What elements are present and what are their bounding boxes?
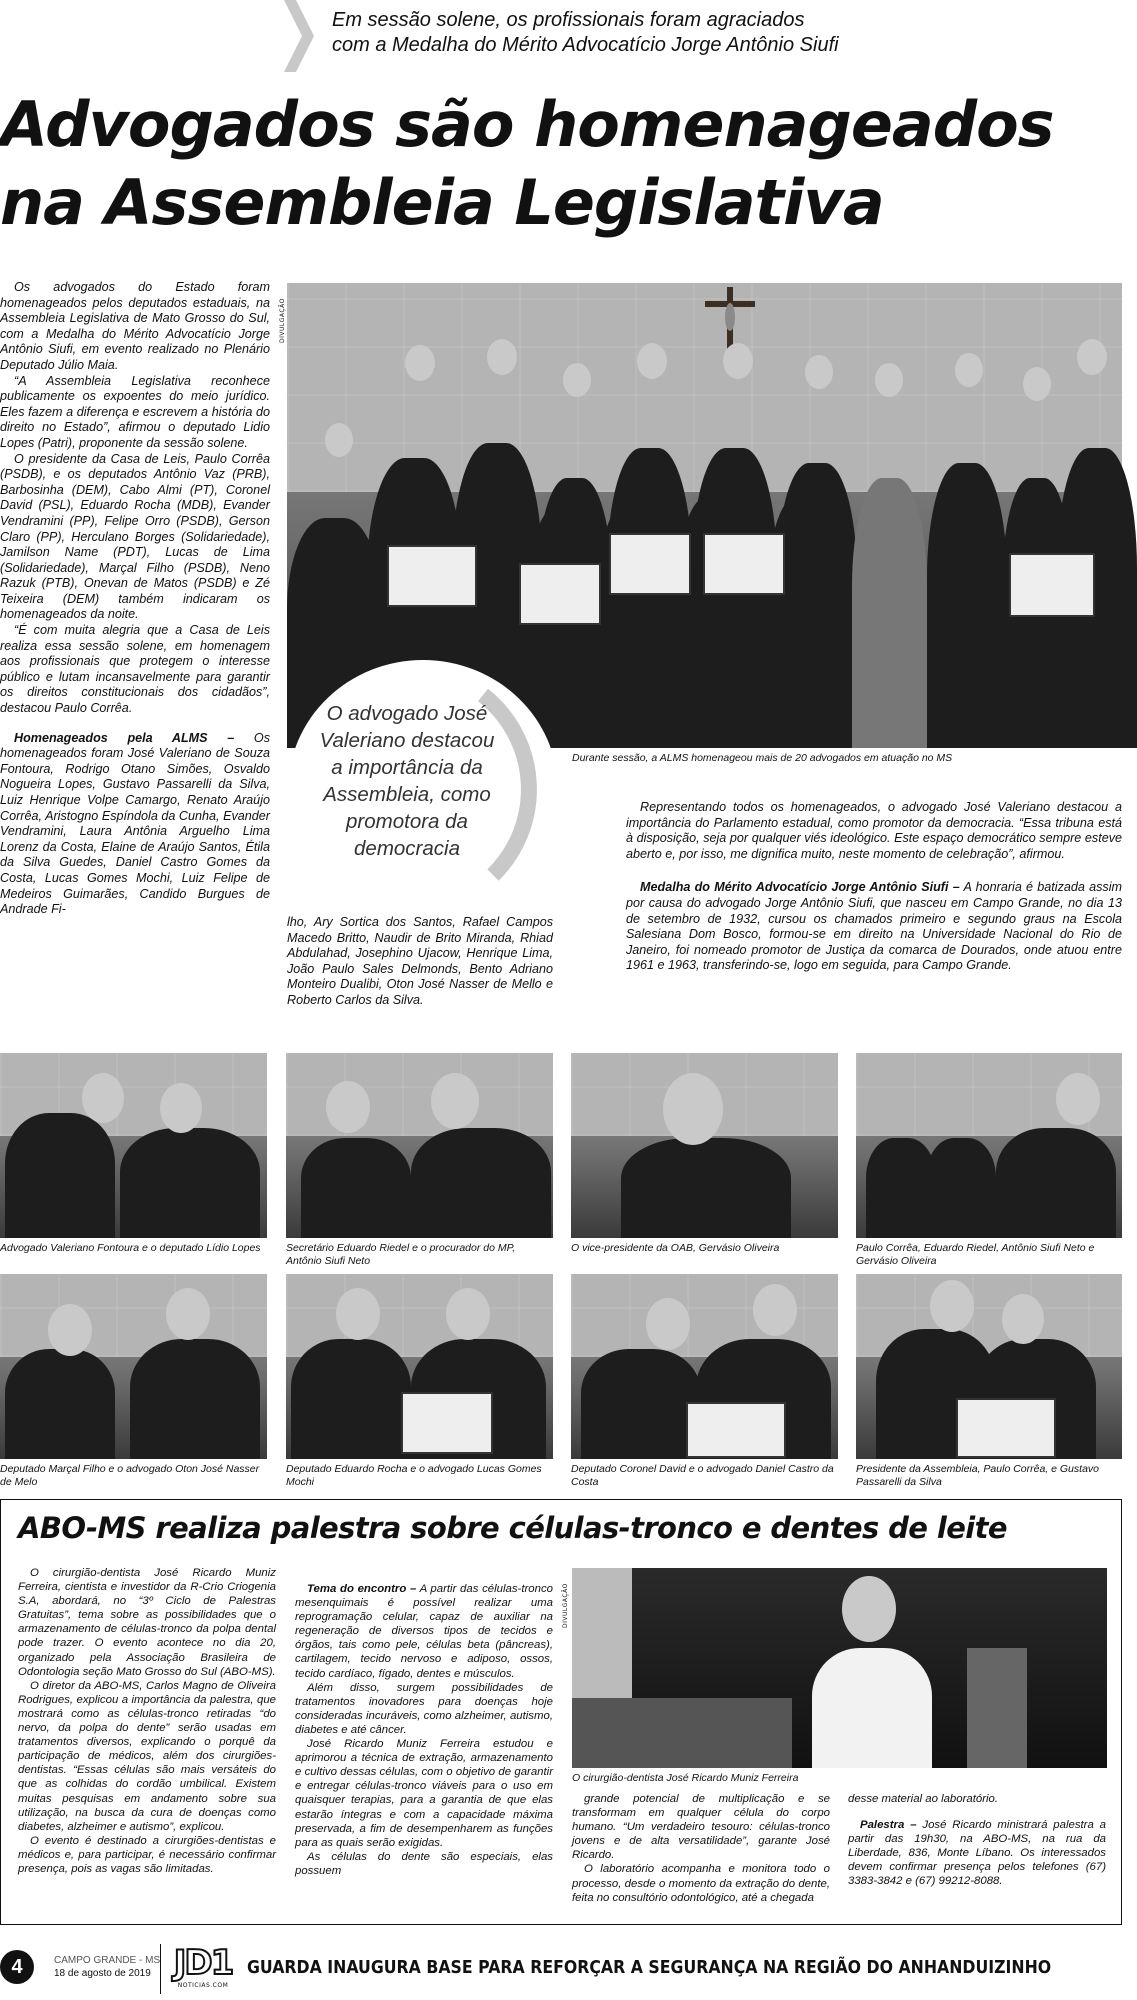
gallery-caption: Deputado Marçal Filho e o advogado Oton José Nasser de Melo <box>0 1463 260 1488</box>
box-column-2 <box>295 1582 553 1878</box>
subheading: Palestra – <box>860 1819 917 1832</box>
box-column-4 <box>848 1792 1106 1889</box>
paragraph: As células do dente são especiais, elas possuem <box>295 1850 553 1877</box>
paragraph <box>626 880 1122 974</box>
headline <box>0 86 1054 242</box>
gallery-caption: Advogado Valeriano Fontoura e o deputado Lídio Lopes <box>0 1242 261 1254</box>
gallery-caption: O vice-presidente da OAB, Gervásio Oliveira <box>571 1242 780 1254</box>
paragraph-text: Os homenageados foram José Valeriano de Souza Fontoura, Rodrigo Otano Simões, Osvaldo Nogueira Lopes, Gustavo Passarelli da Silva, Luiz Henrique Volpe Camargo, Renato Araújo Corrêa, Aristogno Espíndola da Cunha, Evander Vendramini, Laura Antônia Arguelho Lima Lorenz da Costa, Elaine de Araújo Santos, Étila da Silva Guedes, Daniel Castro Gomes da Costa, Lucas Gomes Mochi, Luiz Felipe de Medeiros Guimarães, Candido Burgues de Andrade Fi- <box>0 730 270 917</box>
subheading: Medalha do Mérito Advocatício Jorge Antônio Siufi – <box>640 880 960 895</box>
paragraph <box>295 1582 553 1681</box>
article-column-3 <box>626 800 1122 974</box>
chevron-icon <box>284 0 314 72</box>
certificate <box>387 545 477 607</box>
certificate <box>519 563 601 625</box>
gallery-caption: Deputado Eduardo Rocha e o advogado Lucas Gomes Mochi <box>286 1463 542 1488</box>
certificate <box>1009 553 1095 617</box>
paragraph <box>848 1818 1106 1888</box>
box-column-1 <box>18 1566 276 1876</box>
gallery-photo <box>571 1274 838 1459</box>
paragraph <box>0 731 270 918</box>
gallery-photo <box>0 1274 267 1459</box>
gallery-photo <box>856 1274 1122 1459</box>
page-number: 4 <box>11 1956 23 1978</box>
certificate <box>703 533 785 595</box>
gallery-photo <box>286 1053 553 1238</box>
article-column-2: lho, Ary Sortica dos Santos, Rafael Campos Macedo Britto, Naudir de Brito Miranda, Rhiad Abdulahad, Josephino Ujacow, Henrique Lima, João Paulo Sales Delmonds, Bento Adriano Monteiro Dualibi, Oton José Nasser de Mello e Roberto Carlos da Silva. <box>287 915 553 1007</box>
photo-credit: DIVULGAÇÃO <box>562 1583 569 1628</box>
box-headline: ABO-MS realiza palestra sobre células-tronco e dentes de leite <box>18 1511 1007 1545</box>
gallery-photo <box>571 1053 838 1238</box>
gallery-photo <box>856 1053 1122 1238</box>
paragraph: “A Assembleia Legislativa reconhece publicamente os expoentes do meio jurídico. Eles fazem a diferença e escrevem a história do direito no Estado”, afirmou o deputado Lidio Lopes (Patri), proponente da sessão solene. <box>0 373 270 450</box>
headline-line-1: Advogados são homenageados <box>0 88 1054 161</box>
box-photo <box>572 1568 1107 1768</box>
paragraph: Os advogados do Estado foram homenageados pelos deputados estaduais, na Assembleia Legislativa de Mato Grosso do Sul, com a Medalha do Mérito Advocatício Jorge Antônio Siufi, em evento realizado no Plenário Deputado Júlio Maia. <box>0 280 270 372</box>
certificate <box>609 533 691 595</box>
paragraph: desse material ao laboratório. <box>848 1793 999 1805</box>
gallery-caption: Deputado Coronel David e o advogado Daniel Castro da Costa <box>571 1463 834 1488</box>
paragraph-text: José Ricardo ministrará palestra a partir das 19h30, na ABO-MS, na rua da Liberdade, 836, Monte Líbano. Os interessados devem confirmar presença pelos telefones (67) 3383-3842 e (67) 99212-8088. <box>848 1819 1107 1888</box>
page-number-badge <box>0 1950 34 1984</box>
paragraph: Representando todos os homenageados, o advogado José Valeriano destacou a importância do Parlamento estadual, como promotor da democracia. “Essa tribuna está à disposição, seja por qualquer viés ideológico. Este espaço democrático sempre esteve aberto e, por isso, me dignifica muito, neste momento de celebração”, afirmou. <box>626 800 1122 861</box>
article-column-1 <box>0 280 270 917</box>
main-photo-caption: Durante sessão, a ALMS homenageou mais de 20 advogados em atuação no MS <box>572 752 953 764</box>
paragraph: O cirurgião-dentista José Ricardo Muniz Ferreira, cientista e investidor da R-Crio Criogenia S.A, abordará, no “3º Ciclo de Palestras Gratuitas”, tema sobre as possibilidades que o armazenamento de células-tronco da polpa dental pode trazer. O evento acontece no dia 20, organizado pela Associação Brasileira de Odontologia seção Mato Grosso do Sul (ABO-MS). <box>18 1567 276 1678</box>
gallery-caption: Presidente da Assembleia, Paulo Corrêa, e Gustavo Passarelli da Silva <box>856 1463 1099 1488</box>
footer-date: 18 de agosto de 2019 <box>54 1968 151 1979</box>
paragraph: O evento é destinado a cirurgiões-dentistas e médicos e, para participar, é necessário confirmar presença, pois as vagas são limitadas. <box>18 1834 276 1875</box>
box-column-3 <box>572 1792 830 1905</box>
paragraph: O presidente da Casa de Leis, Paulo Corrêa (PSDB), e os deputados Antônio Vaz (PRB), Barbosinha (DEM), Cabo Almi (PT), Coronel David (PSL), Eduardo Rocha (MDB), Evander Vendramini (PP), Felipe Orro (PSDB), Gerson Claro (PP), Herculano Borges (Solidariedade), Jamilson Name (PDT), Lucas de Lima (Solidariedade), Marçal Filho (PSDB), Neno Razuk (PTB), Onevan de Matos (PSDB) e Zé Teixeira (DEM) também indicaram os homenageados da noite. <box>0 451 270 622</box>
subtitle <box>332 8 839 58</box>
subtitle-line-1: Em sessão solene, os profissionais foram agraciados <box>332 9 805 31</box>
paragraph: José Ricardo Muniz Ferreira estudou e aprimorou a técnica de extração, armazenamento e cultivo dessas células, com o objetivo de garantir e entregar células-tronco viáveis para o uso em quaisquer terapias, para a garantia de que elas estarão íntegras e com a capacidade máxima preservada, a fim de desempenharem as funções para as quais serão exigidas. <box>295 1738 553 1849</box>
jd1-logo: JD1 NOTICIAS.COM <box>173 1943 233 1989</box>
paragraph-text: A honraria é batizada assim por causa do advogado Jorge Antônio Siufi, que nasceu em Campo Grande, no dia 13 de setembro de 1932, cursou os chamados primeiro e segundo graus na Escola Salesiana Dom Bosco, formou-se em direito na Universidade Nacional do Rio de Janeiro, foi nomeado promotor de Justiça da comarca de Dourados, onde atuou entre 1961 e 1963, transferindo-se, logo em seguida, para Campo Grande. <box>626 880 1122 973</box>
gallery-caption: Paulo Corrêa, Eduardo Riedel, Antônio Siufi Neto e Gervásio Oliveira <box>856 1242 1095 1267</box>
pullquote: O advogado José Valeriano destacou a importância da Assembleia, como promotora da democracia <box>319 702 495 860</box>
subheading: Homenageados pela ALMS – <box>14 730 235 745</box>
footer-divider <box>160 1944 161 1994</box>
paragraph: Além disso, surgem possibilidades de tratamentos inovadores para doenças hoje consideradas incuráveis, como alzheimer, autismo, diabetes e até câncer. <box>295 1681 553 1736</box>
box-photo-caption: O cirurgião-dentista José Ricardo Muniz Ferreira <box>572 1772 799 1784</box>
paragraph: O laboratório acompanha e monitora todo o processo, desde o momento da extração do dente, feita no consultório odontológico, até a chegada <box>572 1863 830 1904</box>
subheading: Tema do encontro – <box>307 1583 417 1595</box>
footer-teaser[interactable]: GUARDA INAUGURA BASE PARA REFORÇAR A SEGURANÇA NA REGIÃO DO ANHANDUIZINHO <box>247 1958 1052 1978</box>
subtitle-line-2: com a Medalha do Mérito Advocatício Jorge Antônio Siufi <box>332 34 839 56</box>
headline-line-2: na Assembleia Legislativa <box>0 166 884 239</box>
gallery-caption: Secretário Eduardo Riedel e o procurador do MP, Antônio Siufi Neto <box>286 1242 516 1267</box>
footer-dateline <box>54 1954 160 1980</box>
paragraph: “É com muita alegria que a Casa de Leis realiza essa sessão solene, em homenagem aos profissionais que protegem o interesse público e lutam incansavelmente para garantir os direitos constitucionais dos cidadãos”, destacou Paulo Corrêa. <box>0 623 270 716</box>
photo-credit: DIVULGAÇÃO <box>279 298 286 343</box>
footer-city: CAMPO GRANDE - MS <box>54 1955 161 1966</box>
paragraph: grande potencial de multiplicação e se transformam em qualquer célula do corpo humano. “Um verdadeiro tesouro: células-tronco jovens e de alta versatilidade”, garante José Ricardo. <box>572 1793 830 1862</box>
paragraph: O diretor da ABO-MS, Carlos Magno de Oliveira Rodrigues, explicou a importância da palestra, que mostrará como as células-tronco retiradas “do nervo, da polpa do dente” serão usadas em tratamentos diversos, explicando o porquê da participação de médicos, além dos cirurgiões-dentistas. “Essas células são mais versáteis do que as colhidas do cordão umbilical. Existem muitas pesquisas em andamento sobre sua utilização, na busca da cura de doenças como diabetes, alzheimer e autismo”, explicou. <box>18 1679 276 1833</box>
gallery-photo <box>286 1274 553 1459</box>
gallery-photo <box>0 1053 267 1238</box>
paragraph-text: A partir das células-tronco mesenquimais é possível realizar uma reprogramação celular, capaz de auxiliar na regeneração de diversos tipos de tecidos e órgãos, tais como pele, células beta (pâncreas), cartilagem, tecido nervoso e adiposo, ossos, tecido cardíaco, fígado, dentes e músculos. <box>295 1583 553 1680</box>
